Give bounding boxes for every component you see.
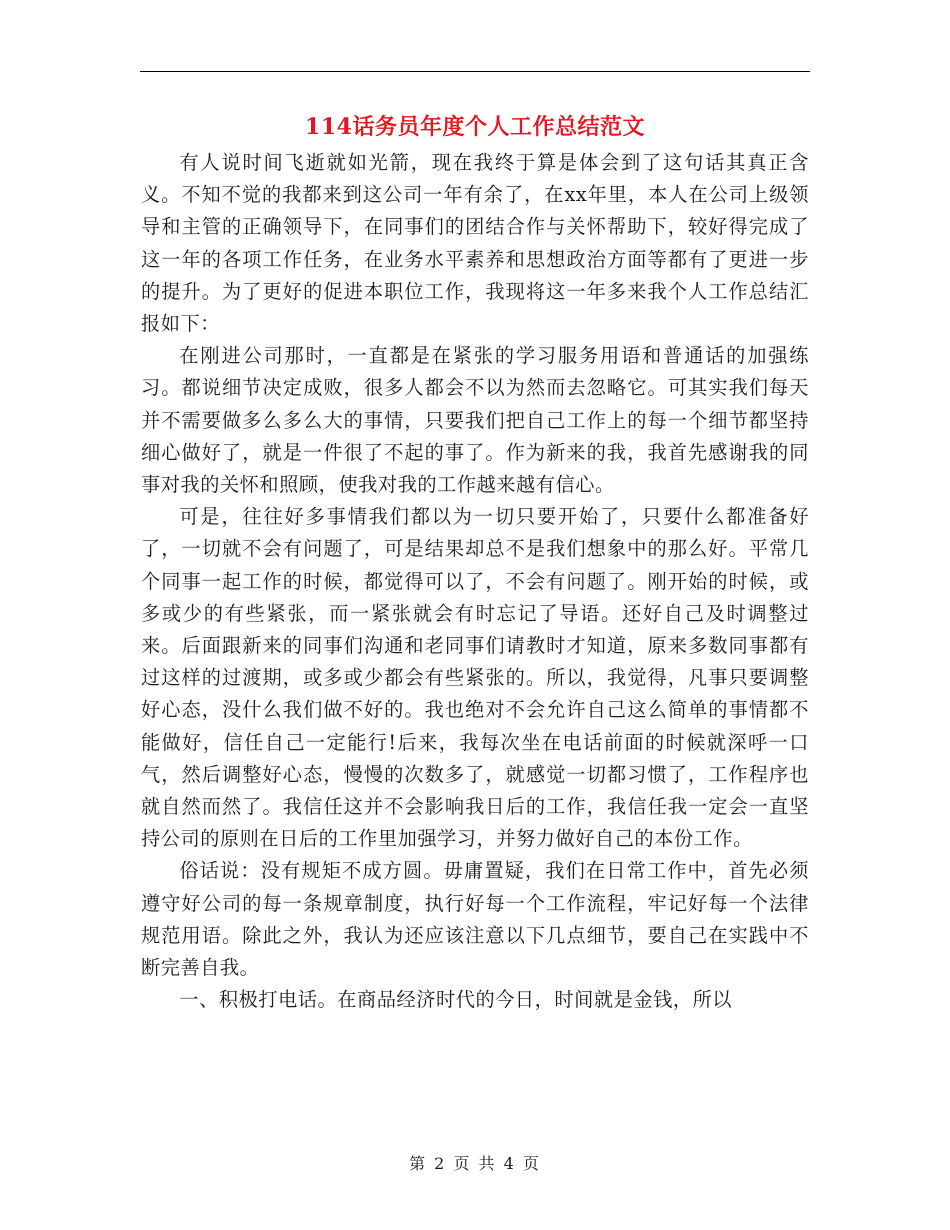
paragraph-3: 可是，往往好多事情我们都以为一切只要开始了，只要什么都准备好了，一切就不会有问题了，可是结果却总不是我们想象中的那么好。平常几个同事一起工作的时候，都觉得可以了，不会有问题了。刚开始的时候，或多或少的有些紧张，而一紧张就会有时忘记了导语。还好自己及时调整过来。后面跟新来的同事们沟通和老同事们请教时才知道，原来多数同事都有过这样的过渡期，或多或少都会有些紧张的。所以，我觉得，凡事只要调整好心态，没什么我们做不好的。我也绝对不会允许自己这么简单的事情都不能做好，信任自己一定能行!后来，我每次坐在电话前面的时候就深呼一口气，然后调整好心态，慢慢的次数多了，就感觉一切都习惯了，工作程序也就自然而然了。我信任这并不会影响我日后的工作，我信任我一定会一直坚持公司的原则在日后的工作里加强学习，并努力做好自己的本份工作。 <box>141 505 809 851</box>
page-footer: 第 2 页 共 4 页 <box>409 1154 541 1173</box>
document-title: 114话务员年度个人工作总结范文 <box>305 114 645 140</box>
paragraph-4: 俗话说：没有规矩不成方圆。毋庸置疑，我们在日常工作中，首先必须遵守好公司的每一条规章制度，执行好每一个工作流程，牢记好每一个法律规范用语。除此之外，我认为还应该注意以下几点细节，要自己在实践中不断完善自我。 <box>141 859 809 980</box>
document-body <box>141 147 809 1016</box>
header-rule <box>140 71 810 72</box>
paragraph-2: 在刚进公司那时，一直都是在紧张的学习服务用语和普通话的加强练习。都说细节决定成败，很多人都会不以为然而去忽略它。可其实我们每天并不需要做多么多么大的事情，只要我们把自己工作上的每一个细节都坚持细心做好了，就是一件很了不起的事了。作为新来的我，我首先感谢我的同事对我的关怀和照顾，使我对我的工作越来越有信心。 <box>141 344 809 497</box>
paragraph-1: 有人说时间飞逝就如光箭，现在我终于算是体会到了这句话其真正含义。不知不觉的我都来到这公司一年有余了，在xx年里，本人在公司上级领导和主管的正确领导下，在同事们的团结合作与关怀帮助下，较好得完成了这一年的各项工作任务，在业务水平素养和思想政治方面等都有了更进一步的提升。为了更好的促进本职位工作，我现将这一年多来我个人工作总结汇报如下： <box>141 151 809 336</box>
paragraph-5: 一、积极打电话。在商品经济时代的今日，时间就是金钱，所以 <box>179 988 733 1012</box>
